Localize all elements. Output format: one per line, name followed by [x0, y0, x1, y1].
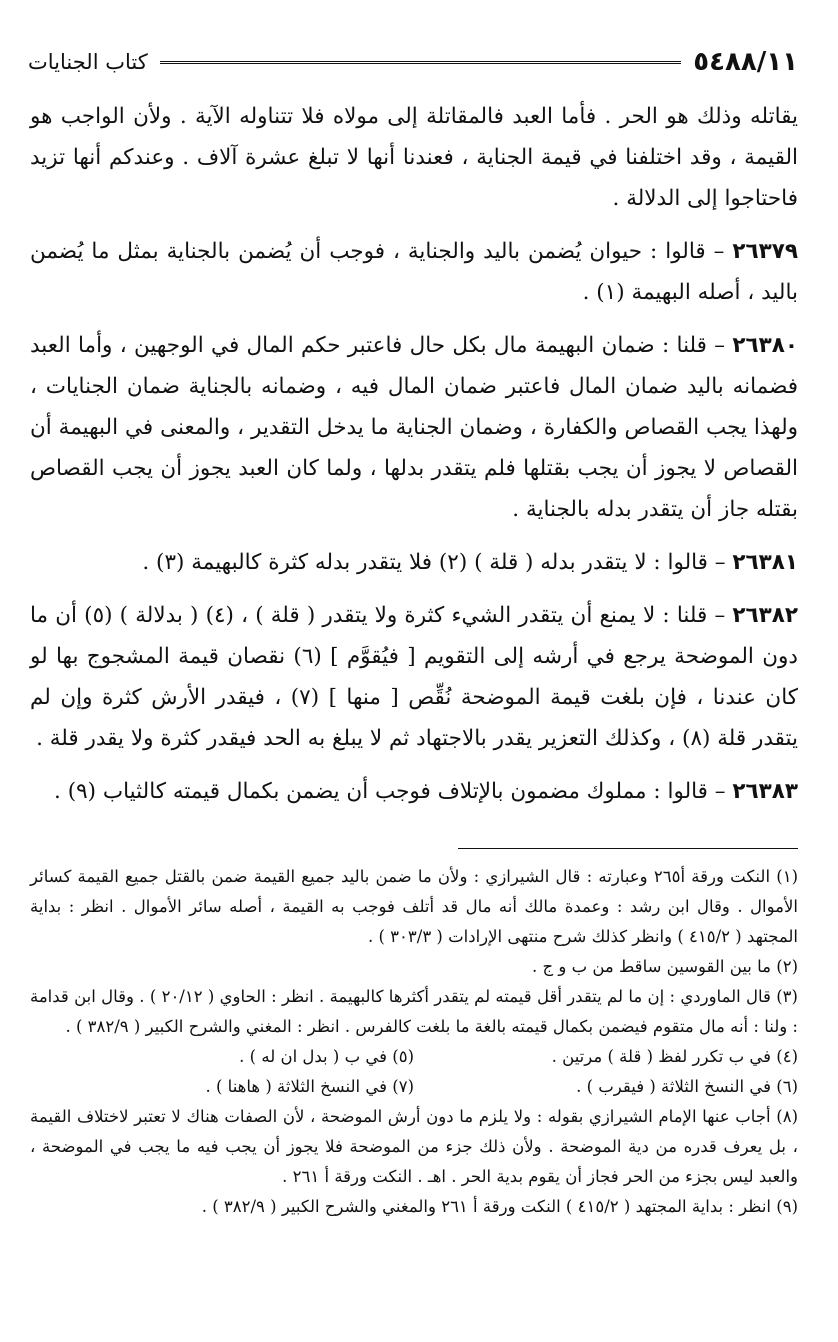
- footnote-2: (٢) ما بين القوسين ساقط من ب و ج .: [532, 957, 798, 976]
- paragraph-number: ٢٦٣٨٠: [732, 333, 798, 358]
- paragraph: [30, 325, 798, 530]
- paragraph-text: يقاتله وذلك هو الحر . فأما العبد فالمقاتلة إلى مولاه فلا تتناوله الآية . ولأن الواجب هو القيمة ، وقد اختلفنا في قيمة الجناية ، فعندنا أنها لا تبلغ عشرة آلاف . وعندكم أنها تزيد فاحتاجوا إلى الدلالة .: [30, 104, 798, 211]
- paragraph: [30, 542, 798, 583]
- page-header: [28, 42, 798, 82]
- footnote-3: (٣) قال الماوردي : إن ما لم يتقدر أقل قيمته لم يتقدر أكثرها كالبهيمة . انظر : الحاوي ( ٢٠/١٢ ) . وقال ابن قدامة : ولنا : أنه مال متقوم فيضمن بكمال قيمته بالغة ما بلغت كالفرس . انظر : المغني والشرح الكبير ( ٣٨٢/٩ ) .: [30, 987, 798, 1036]
- paragraph: [30, 231, 798, 313]
- paragraph-text: – قالوا : مملوك مضمون بالإتلاف فوجب أن يضمن بكمال قيمته كالثياب (٩) .: [54, 779, 726, 804]
- paragraph-number: ٢٦٣٧٩: [732, 239, 799, 264]
- paragraph-text: – قلنا : لا يمنع أن يتقدر الشيء كثرة ولا يتقدر ( قلة ) ، (٤) ( بدلالة ) (٥) أن ما دون الموضحة يرجع في أرشه إلى التقويم [ فيُقوَّم ] (٦) نقصان قيمة المشجوج بها لو كان عندنا ، فإن بلغت قيمة الموضحة نُقِّص [ منها ] (٧) ، فيقدر الأرش كثرة وإن لم يتقدر قلة (٨) ، وكذلك التعزير يقدر بالاجتهاد ثم لا يبلغ به الحد فيقدر كثرة ولا يقدر قلة .: [30, 603, 798, 751]
- paragraph-text: – قلنا : ضمان البهيمة مال بكل حال فاعتبر حكم المال في الوجهين ، وأما العبد فضمانه باليد ضمان المال فاعتبر ضمان المال فيه ، وضمانه بالجناية ضمان الجنايات ، ولهذا يجب القصاص والكفارة ، وضمان الجناية ما يدخل التقدير ، والمعنى في البهيمة أن القصاص لا يجوز أن يجب بقتلها فلم يتقدر بدلها ، ولما كان العبد يجوز أن يجب القصاص بقتله جاز أن يتقدر بدله بالجناية .: [30, 333, 798, 522]
- footnote-7: (٧) في النسخ الثلاثة ( هاهنا ) .: [205, 1077, 414, 1096]
- footnote-separator: [458, 848, 798, 849]
- footnote-4: (٤) في ب تكرر لفظ ( قلة ) مرتين .: [551, 1047, 798, 1066]
- paragraph: [30, 595, 798, 759]
- footnote-1: (١) النكت ورقة أ٢٦٥ وعبارته : قال الشيرازي : ولأن ما ضمن باليد جميع القيمة ضمن بالقتل جميع القيمة كسائر الأموال . وقال ابن رشد : وعمدة مالك أنه مال قد أتلف فوجب به القيمة ، أصله سائر الأموال . انظر : بداية المجتهد ( ٤١٥/٢ ) وانظر كذلك شرح منتهى الإرادات ( ٣٠٣/٣ ) .: [30, 867, 798, 946]
- footnote-5: (٥) في ب ( بدل ان له ) .: [239, 1047, 414, 1066]
- body-text: [30, 96, 798, 824]
- footnote-8: (٨) أجاب عنها الإمام الشيرازي بقوله : ولا يلزم ما دون أرش الموضحة ، لأن الصفات هناك لا تعتبر لاختلاف القيمة ، بل يعرف قدره من دية الموضحة . ولأن ذلك جزء من الموضحة فلا يجوز أن يجب فيه ما يجب في الموضحة ، والعبد ليس بجزء من الحر فجاز أن يقوم بدية الحر . اهـ . النكت ورقة أ ٢٦١ .: [30, 1107, 798, 1186]
- footnote-9: (٩) انظر : بداية المجتهد ( ٤١٥/٢ ) النكت ورقة أ ٢٦١ والمغني والشرح الكبير ( ٣٨٢/٩ ) .: [201, 1197, 798, 1216]
- paragraph-number: ٢٦٣٨٢: [732, 603, 798, 628]
- paragraph-number: ٢٦٣٨٣: [732, 779, 798, 804]
- paragraph-text: – قالوا : حيوان يُضمن باليد والجناية ، فوجب أن يُضمن بالجناية بمثل ما يُضمن باليد ، أصله البهيمة (١) .: [30, 239, 798, 305]
- footnote-6: (٦) في النسخ الثلاثة ( فيقرب ) .: [576, 1077, 798, 1096]
- page-number: ٥٤٨٨/١١: [693, 47, 798, 77]
- footnote-row: [30, 1042, 798, 1072]
- header-rule: [160, 61, 682, 64]
- footnote-row: [30, 1072, 798, 1102]
- paragraph-number: ٢٦٣٨١: [732, 550, 798, 575]
- paragraph-text: – قالوا : لا يتقدر بدله ( قلة ) (٢) فلا يتقدر بدله كثرة كالبهيمة (٣) .: [142, 550, 726, 575]
- footnotes: [30, 862, 798, 1222]
- book-title: كتاب الجنايات: [28, 50, 148, 74]
- paragraph: [30, 96, 798, 219]
- paragraph: [30, 771, 798, 812]
